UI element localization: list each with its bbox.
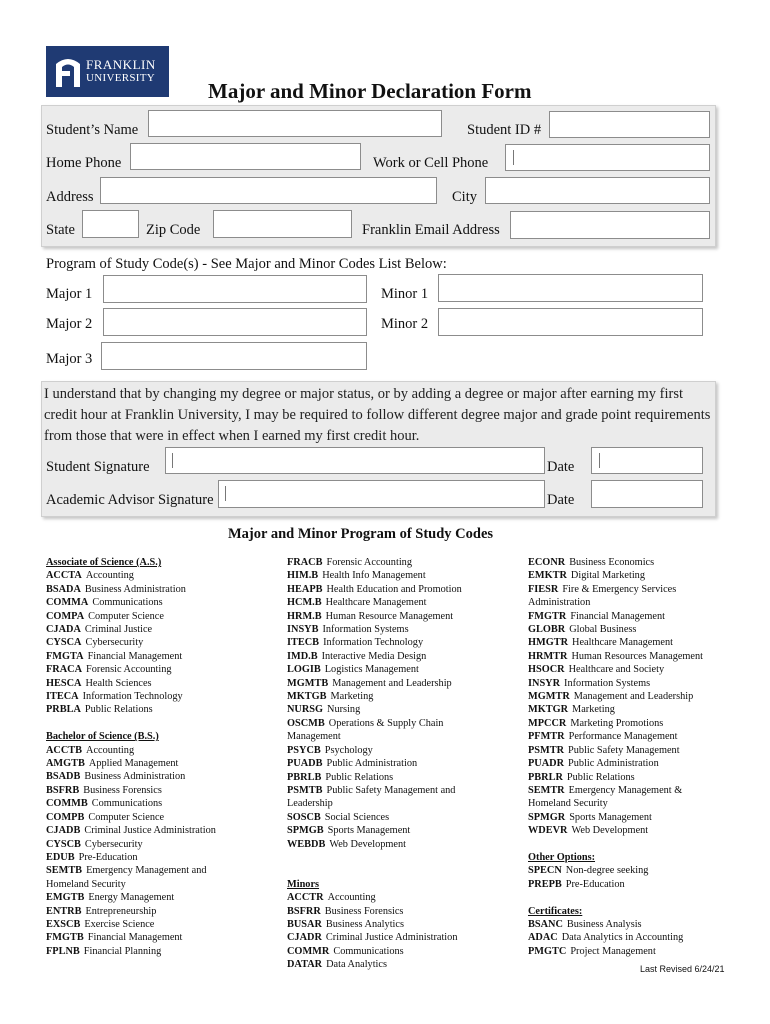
code-program-name: Management and Leadership [332, 677, 452, 689]
code-item [287, 636, 462, 649]
code-abbreviation: PFMTR [528, 731, 565, 743]
code-abbreviation: ADAC [528, 932, 558, 944]
code-program-name: Financial Management [87, 650, 183, 662]
code-abbreviation: BSADA [46, 583, 81, 595]
code-program-name: Health Education and Promotion [326, 583, 462, 595]
cell-phone-label: Work or Cell Phone [373, 155, 489, 171]
code-abbreviation: MGMTB [287, 677, 329, 689]
code-abbreviation: MKTGB [287, 691, 327, 703]
code-abbreviation: ITECB [287, 637, 320, 649]
code-item [46, 703, 216, 716]
code-item [287, 945, 462, 958]
spacer [46, 717, 216, 730]
code-abbreviation: BSANC [528, 918, 563, 930]
code-item [46, 811, 216, 824]
code-abbreviation: FMGTR [528, 610, 567, 622]
student-name-label: Student’s Name [46, 122, 139, 138]
code-item [528, 717, 703, 730]
code-item [528, 610, 703, 623]
code-item [528, 636, 703, 649]
code-group-heading: Certificates: [528, 905, 583, 917]
city-field[interactable] [485, 177, 710, 204]
code-abbreviation: ACCTA [46, 570, 82, 582]
code-item [528, 730, 703, 743]
code-program-name: Accounting [327, 892, 376, 904]
code-abbreviation: PBRLB [287, 771, 322, 783]
code-group-heading: Associate of Science (A.S.) [46, 557, 162, 568]
code-abbreviation: SOSCB [287, 811, 321, 823]
zip-code-field[interactable] [213, 210, 352, 238]
code-abbreviation: EDUB [46, 851, 75, 863]
code-program-name: Operations & Supply Chain [328, 717, 444, 729]
advisor-date-field[interactable] [591, 480, 703, 508]
code-item [46, 623, 216, 636]
code-item [287, 784, 462, 797]
code-program-name: Financial Management [570, 610, 665, 622]
code-program-name: Public Safety Management and [326, 784, 456, 796]
minor-2-label: Minor 2 [381, 316, 429, 332]
code-item [528, 569, 703, 582]
code-program-name: Web Development [571, 825, 649, 837]
minor-1-field[interactable] [438, 274, 703, 302]
code-program-name: Business Forensics [324, 905, 404, 917]
code-program-name: Logistics Management [324, 664, 419, 676]
code-continuation: Homeland Security [528, 798, 608, 810]
code-program-name: Criminal Justice Administration [325, 932, 458, 944]
code-program-name: Cybersecurity [84, 838, 143, 850]
code-item [46, 636, 216, 649]
code-continuation: Management [287, 731, 341, 743]
zip-code-label: Zip Code [146, 222, 201, 238]
student-name-field[interactable] [148, 110, 442, 137]
major-1-field[interactable] [103, 275, 367, 303]
code-continuation: Administration [528, 597, 591, 609]
code-abbreviation: WDEVR [528, 825, 568, 837]
code-program-name: Non-degree seeking [565, 865, 649, 877]
code-abbreviation: ACCTB [46, 744, 83, 756]
address-label: Address [46, 189, 94, 205]
code-abbreviation: PUADB [287, 758, 323, 770]
code-abbreviation: SPMGB [287, 825, 324, 837]
code-item [528, 771, 703, 784]
code-program-name: Financial Planning [83, 945, 162, 957]
code-abbreviation: PRBLA [46, 704, 81, 716]
code-program-name: Communications [92, 597, 163, 609]
page-title: Major and Minor Declaration Form [208, 79, 532, 103]
state-label: State [46, 222, 75, 238]
code-program-name: Public Relations [84, 704, 153, 716]
code-item [528, 703, 703, 716]
email-field[interactable] [510, 211, 710, 239]
code-program-name: Marketing [330, 691, 374, 703]
code-program-name: Forensic Accounting [326, 557, 412, 568]
code-item [528, 824, 703, 837]
address-field[interactable] [100, 177, 437, 204]
code-program-name: Public Administration [326, 758, 418, 770]
code-abbreviation: CYSCB [46, 838, 81, 850]
code-item [287, 931, 462, 944]
code-item [528, 931, 703, 944]
code-abbreviation: EMGTB [46, 892, 85, 904]
code-item [287, 650, 462, 663]
major-3-label: Major 3 [46, 351, 93, 367]
code-abbreviation: ENTRB [46, 905, 82, 917]
code-abbreviation: SEMTR [528, 784, 565, 796]
code-item [287, 918, 462, 931]
code-program-name: Social Sciences [324, 811, 390, 823]
code-item [287, 569, 462, 582]
code-abbreviation: BSFRB [46, 784, 80, 796]
code-abbreviation: HIM.B [287, 570, 319, 582]
code-item [287, 610, 462, 623]
code-program-name: Business Administration [84, 771, 186, 783]
code-abbreviation: INSYB [287, 624, 319, 636]
code-program-name: Emergency Management & [568, 784, 683, 796]
code-program-name: Computer Science [88, 610, 164, 622]
major-2-label: Major 2 [46, 316, 93, 332]
codes-column-3 [528, 556, 703, 958]
code-program-name: Energy Management [88, 892, 175, 904]
code-program-name: Communications [333, 945, 404, 957]
student-id-label: Student ID # [467, 122, 542, 138]
code-item [46, 569, 216, 582]
code-item [46, 905, 216, 918]
last-revised-text: Last Revised 6/24/21 [640, 964, 725, 974]
code-item [46, 931, 216, 944]
code-program-name: Sports Management [569, 811, 652, 823]
student-date-field[interactable] [591, 447, 703, 474]
code-program-name: Marketing [572, 704, 615, 716]
code-item [528, 878, 703, 891]
code-abbreviation: SPMGR [528, 811, 566, 823]
code-item [287, 891, 462, 904]
code-program-name: Criminal Justice [84, 624, 153, 636]
code-abbreviation: EXSCB [46, 918, 81, 930]
code-program-name: Communications [91, 798, 163, 810]
code-abbreviation: CJADR [287, 932, 322, 944]
code-abbreviation: DATAR [287, 959, 323, 971]
code-abbreviation: FMGTB [46, 932, 84, 944]
code-program-name: Public Relations [325, 771, 394, 783]
code-abbreviation: FIESR [528, 583, 559, 595]
code-abbreviation: ECONR [528, 557, 566, 568]
student-signature-field[interactable] [165, 447, 545, 474]
code-item [528, 690, 703, 703]
code-abbreviation: AMGTB [46, 758, 85, 770]
code-abbreviation: OSCMB [287, 717, 325, 729]
code-item [528, 663, 703, 676]
code-program-name: Forensic Accounting [86, 664, 172, 676]
code-program-name: Cybersecurity [85, 637, 144, 649]
advisor-date-label: Date [547, 492, 575, 508]
code-abbreviation: PSMTR [528, 744, 565, 756]
code-abbreviation: COMPB [46, 811, 85, 823]
code-program-name: Human Resource Management [325, 610, 454, 622]
code-abbreviation: LOGIB [287, 664, 321, 676]
code-program-name: Psychology [324, 744, 373, 756]
code-program-name: Criminal Justice Administration [84, 825, 216, 837]
code-item [46, 583, 216, 596]
code-abbreviation: PUADR [528, 758, 565, 770]
code-abbreviation: SEMTB [46, 865, 83, 877]
major-2-field[interactable] [103, 308, 367, 336]
code-item [528, 583, 703, 596]
code-abbreviation: HMGTR [528, 637, 569, 649]
code-program-name: Nursing [327, 704, 361, 716]
code-program-name: Management and Leadership [573, 691, 694, 703]
codes-column-2 [287, 556, 462, 972]
code-abbreviation: COMPA [46, 610, 85, 622]
code-item [287, 556, 462, 569]
code-abbreviation: HEAPB [287, 583, 323, 595]
code-item [46, 797, 216, 810]
code-program-name: Financial Management [87, 932, 183, 944]
email-label: Franklin Email Address [362, 222, 500, 238]
code-abbreviation: COMMA [46, 597, 89, 609]
code-abbreviation: HESCA [46, 677, 82, 689]
code-program-name: Accounting [86, 744, 135, 756]
code-abbreviation: HRMTR [528, 650, 568, 662]
code-abbreviation: BSFRR [287, 905, 321, 917]
code-program-name: Global Business [569, 624, 637, 636]
spacer [528, 838, 703, 851]
code-program-name: Applied Management [88, 758, 179, 770]
state-field[interactable] [82, 210, 139, 238]
code-program-name: Business Forensics [83, 784, 162, 796]
student-id-field[interactable] [549, 111, 710, 138]
code-item [46, 610, 216, 623]
code-program-name: Project Management [570, 945, 656, 957]
code-item [528, 744, 703, 757]
code-program-name: Public Relations [566, 771, 635, 783]
code-item [287, 677, 462, 690]
code-item [46, 596, 216, 609]
code-abbreviation: IMD.B [287, 650, 318, 662]
logo-line-2: UNIVERSITY [86, 72, 155, 84]
codes-title: Major and Minor Program of Study Codes [228, 526, 494, 542]
code-program-name: Information Technology [82, 691, 183, 703]
code-program-name: Public Safety Management [568, 744, 680, 756]
code-program-name: Information Systems [322, 624, 409, 636]
code-abbreviation: ACCTR [287, 892, 324, 904]
code-abbreviation: EMKTR [528, 570, 567, 582]
code-item [287, 663, 462, 676]
logo-line-1: FRANKLIN [86, 57, 156, 72]
code-program-name: Healthcare and Society [568, 664, 665, 676]
code-item [46, 851, 216, 864]
code-abbreviation: MKTGR [528, 704, 569, 716]
code-abbreviation: FPLNB [46, 945, 80, 957]
minor-2-field[interactable] [438, 308, 703, 336]
code-abbreviation: MGMTR [528, 691, 570, 703]
code-item [287, 717, 462, 730]
code-program-name: Business Economics [569, 557, 655, 568]
code-program-name: Information Systems [564, 677, 651, 689]
franklin-logo [46, 46, 169, 97]
code-abbreviation: CJADB [46, 825, 81, 837]
code-abbreviation: BUSAR [287, 918, 322, 930]
code-item [287, 771, 462, 784]
code-abbreviation: PBRLR [528, 771, 563, 783]
code-item [528, 864, 703, 877]
code-abbreviation: HSOCR [528, 664, 565, 676]
student-signature-label: Student Signature [46, 459, 150, 475]
code-item [528, 811, 703, 824]
program-heading: Program of Study Code(s) - See Major and Minor Codes List Below: [46, 256, 447, 272]
code-program-name: Pre-Education [565, 878, 625, 890]
code-program-name: Data Analytics in Accounting [561, 932, 684, 944]
city-label: City [452, 189, 477, 205]
code-abbreviation: BSADB [46, 771, 81, 783]
code-item [46, 784, 216, 797]
code-item [287, 958, 462, 971]
code-program-name: Healthcare Management [325, 597, 427, 609]
code-item [287, 811, 462, 824]
cell-phone-field[interactable] [505, 144, 710, 171]
code-program-name: Entrepreneurship [85, 905, 157, 917]
student-date-label: Date [547, 459, 575, 475]
code-item [46, 757, 216, 770]
code-program-name: Performance Management [568, 731, 678, 743]
code-abbreviation: SPECN [528, 865, 562, 877]
code-item [46, 945, 216, 958]
code-program-name: Marketing Promotions [570, 717, 664, 729]
home-phone-label: Home Phone [46, 155, 122, 171]
code-program-name: Health Info Management [322, 570, 426, 582]
code-item [287, 703, 462, 716]
code-program-name: Business Administration [84, 583, 186, 595]
code-item [46, 838, 216, 851]
code-item [46, 891, 216, 904]
code-continuation: Leadership [287, 798, 333, 810]
code-abbreviation: COMMB [46, 798, 88, 810]
acknowledgement-text: I understand that by changing my degree or major status, or by adding a degree or major after earning my first credit hour at Franklin University, I may be required to follow different degree major and grade point requirements from those that were in effect when I earned my first credit hour. [44, 386, 711, 444]
code-program-name: Web Development [329, 838, 407, 850]
spacer [287, 864, 462, 877]
code-program-name: Digital Marketing [570, 570, 645, 582]
advisor-signature-label: Academic Advisor Signature [46, 492, 214, 508]
code-abbreviation: FRACA [46, 664, 83, 676]
code-program-name: Health Sciences [85, 677, 152, 689]
code-item [46, 650, 216, 663]
code-program-name: Sports Management [327, 825, 411, 837]
code-abbreviation: NURSG [287, 704, 324, 716]
code-group-heading: Minors [287, 878, 320, 890]
code-abbreviation: FRACB [287, 557, 323, 568]
code-abbreviation: HCM.B [287, 597, 322, 609]
code-item [46, 864, 216, 877]
code-program-name: Accounting [85, 570, 134, 582]
code-item [528, 623, 703, 636]
code-item [287, 623, 462, 636]
code-item [287, 744, 462, 757]
code-abbreviation: FMGTA [46, 650, 84, 662]
major-3-field[interactable] [101, 342, 367, 370]
code-continuation: Homeland Security [46, 878, 126, 890]
code-item [46, 770, 216, 783]
code-abbreviation: MPCCR [528, 717, 567, 729]
code-item [46, 744, 216, 757]
code-item [287, 583, 462, 596]
spacer [528, 891, 703, 904]
code-abbreviation: COMMR [287, 945, 330, 957]
code-program-name: Fire & Emergency Services [562, 583, 677, 595]
code-program-name: Information Technology [323, 637, 424, 649]
code-item [287, 905, 462, 918]
code-abbreviation: PSMTB [287, 784, 323, 796]
code-item [46, 663, 216, 676]
code-item [528, 918, 703, 931]
home-phone-field[interactable] [130, 143, 361, 170]
major-1-label: Major 1 [46, 286, 93, 302]
franklin-crest-icon [54, 54, 82, 88]
code-item [46, 677, 216, 690]
code-group-heading: Other Options: [528, 851, 596, 863]
code-abbreviation: PMGTC [528, 945, 567, 957]
code-program-name: Healthcare Management [572, 637, 673, 649]
code-program-name: Public Administration [568, 758, 659, 770]
code-item [46, 824, 216, 837]
code-program-name: Business Analysis [566, 918, 642, 930]
codes-column-1 [46, 556, 216, 958]
code-program-name: Data Analytics [326, 959, 388, 971]
code-item [287, 824, 462, 837]
code-abbreviation: CJADA [46, 624, 81, 636]
code-program-name: Business Analytics [325, 918, 404, 930]
code-item [46, 918, 216, 931]
code-item [528, 784, 703, 797]
code-abbreviation: GLOBR [528, 624, 566, 636]
minor-1-label: Minor 1 [381, 286, 429, 302]
code-group-heading: Bachelor of Science (B.S.) [46, 731, 159, 743]
code-abbreviation: WEBDB [287, 838, 326, 850]
code-abbreviation: PREPB [528, 878, 562, 890]
code-program-name: Pre-Education [78, 851, 138, 863]
code-item [287, 690, 462, 703]
code-item [287, 757, 462, 770]
advisor-signature-field[interactable] [218, 480, 545, 508]
code-abbreviation: INSYR [528, 677, 561, 689]
code-item [528, 757, 703, 770]
code-item [528, 945, 703, 958]
code-program-name: Exercise Science [84, 918, 155, 930]
code-program-name: Human Resources Management [571, 650, 704, 662]
code-item [528, 556, 703, 569]
code-item [287, 838, 462, 851]
code-abbreviation: ITECA [46, 691, 79, 703]
spacer [287, 851, 462, 864]
code-abbreviation: PSYCB [287, 744, 321, 756]
code-item [287, 596, 462, 609]
code-item [528, 650, 703, 663]
code-item [46, 690, 216, 703]
code-abbreviation: HRM.B [287, 610, 322, 622]
code-item [528, 677, 703, 690]
code-program-name: Interactive Media Design [321, 650, 427, 662]
code-program-name: Computer Science [88, 811, 165, 823]
code-abbreviation: CYSCA [46, 637, 82, 649]
code-program-name: Emergency Management and [86, 865, 207, 877]
